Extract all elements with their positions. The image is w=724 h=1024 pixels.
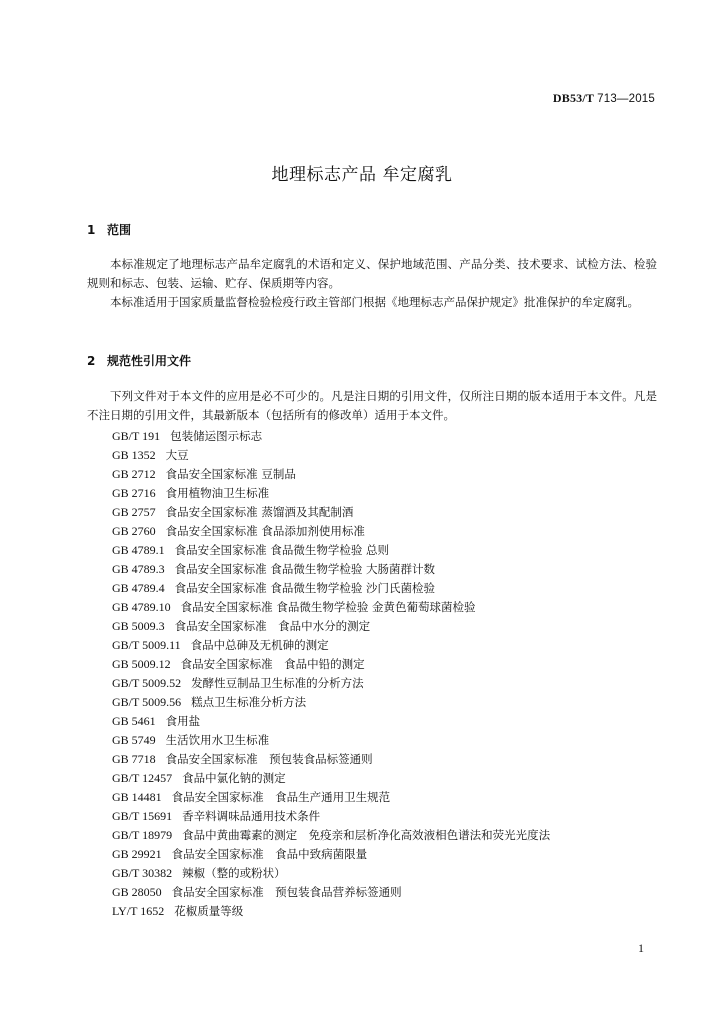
reference-code: GB 4789.1 [112,543,165,557]
standard-code-prefix: DB53/T [552,91,595,105]
applicability-paragraph: 本标准适用于国家质量监督检验检疫行政主管部门根据《地理标志产品保护规定》批准保护的牟定腐乳。 [110,295,639,309]
reference-code: GB/T 5009.56 [112,695,182,709]
reference-title: 食品安全国家标准 蒸馏酒及其配制酒 [165,505,354,519]
reference-item [112,902,550,921]
reference-item [112,503,550,522]
reference-code: GB 4789.3 [112,562,165,576]
reference-item [112,636,550,655]
reference-code: GB 28050 [112,885,162,899]
reference-item [112,807,550,826]
scope-paragraph: 本标准规定了地理标志产品牟定腐乳的术语和定义、保护地域范围、产品分类、技术要求、试检方法、检验规则和标志、包装、运输、贮存、保质期等内容。 [87,257,657,290]
reference-item [112,769,550,788]
reference-title: 食用植物油卫生标准 [165,486,270,500]
section-heading-scope [87,221,131,238]
reference-title: 食品安全国家标准 食品中致病菌限量 [171,847,368,861]
reference-item [112,598,550,617]
reference-title: 食品中黄曲霉素的测定 免疫亲和层析净化高效液相色谱法和荧光光度法 [182,828,551,842]
reference-item [112,655,550,674]
reference-item [112,560,550,579]
reference-code: GB 4789.4 [112,581,165,595]
reference-title: 大豆 [165,448,189,462]
reference-title: 食品安全国家标准 预包装食品标签通则 [165,752,373,766]
reference-item [112,674,550,693]
reference-title: 食品安全国家标准 食品微生物学检验 金黄色葡萄球菌检验 [180,600,476,614]
reference-item [112,750,550,769]
reference-code: GB 5461 [112,714,156,728]
document-title: 地理标志产品 牟定腐乳 [271,165,453,185]
reference-code: GB/T 12457 [112,771,173,785]
reference-code: GB 1352 [112,448,156,462]
reference-code: GB 5009.3 [112,619,165,633]
reference-item [112,427,550,446]
reference-code: GB 2757 [112,505,156,519]
reference-list [112,427,550,921]
reference-title: 食品安全国家标准 食品微生物学检验 总则 [174,543,389,557]
reference-item [112,446,550,465]
reference-code: GB 5749 [112,733,156,747]
section-title: 规范性引用文件 [107,354,192,368]
reference-title: 食品中氯化钠的测定 [182,771,286,785]
reference-title: 食品安全国家标准 食品中水分的测定 [174,619,371,633]
reference-item [112,465,550,484]
reference-item [112,826,550,845]
section-heading-normative-references [87,352,191,369]
reference-title: 糕点卫生标准分析方法 [191,695,307,709]
reference-title: 生活饮用水卫生标准 [165,733,270,747]
reference-title: 香辛料调味品通用技术条件 [182,809,321,823]
reference-title: 食品安全国家标准 食品中铅的测定 [180,657,365,671]
reference-title: 发酵性豆制品卫生标准的分析方法 [191,676,364,690]
reference-item [112,864,550,883]
section-number: 2 [87,354,96,368]
reference-title: 食品中总砷及无机砷的测定 [190,638,329,652]
reference-item [112,617,550,636]
reference-code: GB/T 18979 [112,828,173,842]
reference-title: 食品安全国家标准 食品微生物学检验 大肠菌群计数 [174,562,435,576]
reference-code: GB 14481 [112,790,162,804]
reference-title: 包装储运图示标志 [170,429,263,443]
section-number: 1 [87,223,96,237]
standard-code [553,91,655,106]
reference-code: GB 29921 [112,847,162,861]
reference-code: GB/T 15691 [112,809,173,823]
reference-title: 食品安全国家标准 食品生产通用卫生规范 [171,790,391,804]
standard-code-number: 713—2015 [597,93,655,105]
references-intro-paragraph: 下列文件对于本文件的应用是必不可少的。凡是注日期的引用文件，仅所注日期的版本适用于本文件。凡是不注日期的引用文件，其最新版本（包括所有的修改单）适用于本文件。 [87,389,657,422]
reference-item [112,731,550,750]
reference-item [112,522,550,541]
reference-title: 食品安全国家标准 食品添加剂使用标准 [165,524,365,538]
reference-item [112,484,550,503]
reference-item [112,693,550,712]
reference-code: GB/T 191 [112,429,161,443]
page-number: 1 [638,941,644,955]
section-title: 范围 [107,223,132,237]
reference-item [112,712,550,731]
reference-code: GB 2712 [112,467,156,481]
reference-title: 花椒质量等级 [174,904,244,918]
reference-title: 食品安全国家标准 豆制品 [165,467,296,481]
reference-code: GB 2760 [112,524,156,538]
reference-item [112,541,550,560]
reference-code: GB/T 5009.11 [112,638,181,652]
reference-item [112,788,550,807]
reference-code: GB/T 30382 [112,866,173,880]
reference-title: 辣椒（整的或粉状） [182,866,286,880]
reference-code: LY/T 1652 [112,904,165,918]
reference-code: GB 4789.10 [112,600,171,614]
reference-title: 食用盐 [165,714,201,728]
reference-title: 食品安全国家标准 预包装食品营养标签通则 [171,885,402,899]
reference-item [112,883,550,902]
reference-code: GB 5009.12 [112,657,171,671]
reference-code: GB 7718 [112,752,156,766]
reference-title: 食品安全国家标准 食品微生物学检验 沙门氏菌检验 [174,581,435,595]
reference-item [112,579,550,598]
reference-item [112,845,550,864]
reference-code: GB 2716 [112,486,156,500]
reference-code: GB/T 5009.52 [112,676,182,690]
